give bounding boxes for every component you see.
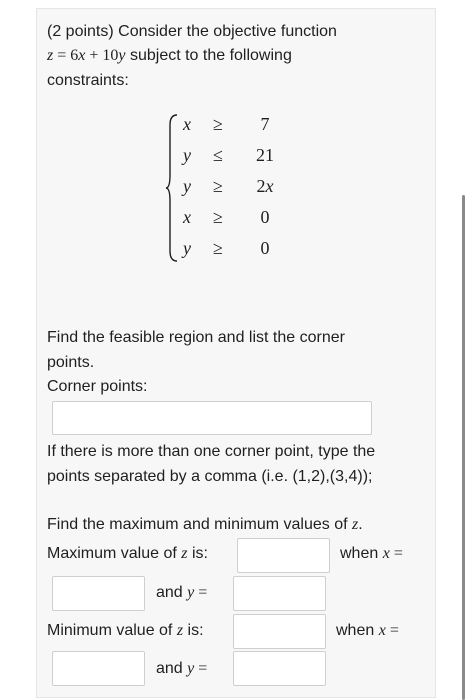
hint-line2: points separated by a comma (i.e. (1,2),(3,4)); xyxy=(47,468,373,485)
constraint-rhs: 2x xyxy=(256,176,274,196)
constraint-var: y xyxy=(183,176,191,196)
objective-function: z = 6x + 10y subject to the following xyxy=(47,47,292,64)
extrema-prompt: Find the maximum and minimum values of z. xyxy=(47,516,363,533)
scrollbar[interactable] xyxy=(462,195,465,700)
max-and-y-label: and y = xyxy=(156,584,208,601)
max-y-input[interactable] xyxy=(233,576,326,611)
hint-line1: If there is more than one corner point, type the xyxy=(47,443,376,460)
corner-points-input[interactable] xyxy=(52,401,372,435)
min-value-input[interactable] xyxy=(233,614,326,649)
question-intro: (2 points) Consider the objective function xyxy=(47,23,337,40)
max-value-label: Maximum value of z is: xyxy=(47,545,208,562)
constraint-rhs: 0 xyxy=(260,207,270,227)
constraints-label: constraints: xyxy=(47,72,129,89)
min-value-label: Minimum value of z is: xyxy=(47,622,204,639)
constraint-var: x xyxy=(183,114,191,134)
min-x-input[interactable] xyxy=(52,651,145,686)
min-and-y-label: and y = xyxy=(156,660,208,677)
constraint-operator: ≥ xyxy=(213,114,223,134)
constraint-var: y xyxy=(183,145,191,165)
constraint-rhs: 0 xyxy=(260,238,270,258)
feasible-instruction-line2: points. xyxy=(47,354,95,371)
constraint-var: x xyxy=(183,207,191,227)
max-when-x-label: when x = xyxy=(340,545,403,562)
min-y-input[interactable] xyxy=(233,651,326,686)
constraint-operator: ≤ xyxy=(213,145,223,165)
max-x-input[interactable] xyxy=(52,576,145,611)
constraint-operator: ≥ xyxy=(213,207,223,227)
constraint-rhs: 7 xyxy=(260,114,270,134)
feasible-instruction-line1: Find the feasible region and list the corner xyxy=(47,329,345,346)
constraint-operator: ≥ xyxy=(213,238,223,258)
corner-points-label: Corner points: xyxy=(47,378,148,395)
constraint-var: y xyxy=(183,238,191,258)
constraint-operator: ≥ xyxy=(213,176,223,196)
max-value-input[interactable] xyxy=(237,538,330,573)
constraint-rhs: 21 xyxy=(256,145,274,165)
min-when-x-label: when x = xyxy=(336,622,399,639)
